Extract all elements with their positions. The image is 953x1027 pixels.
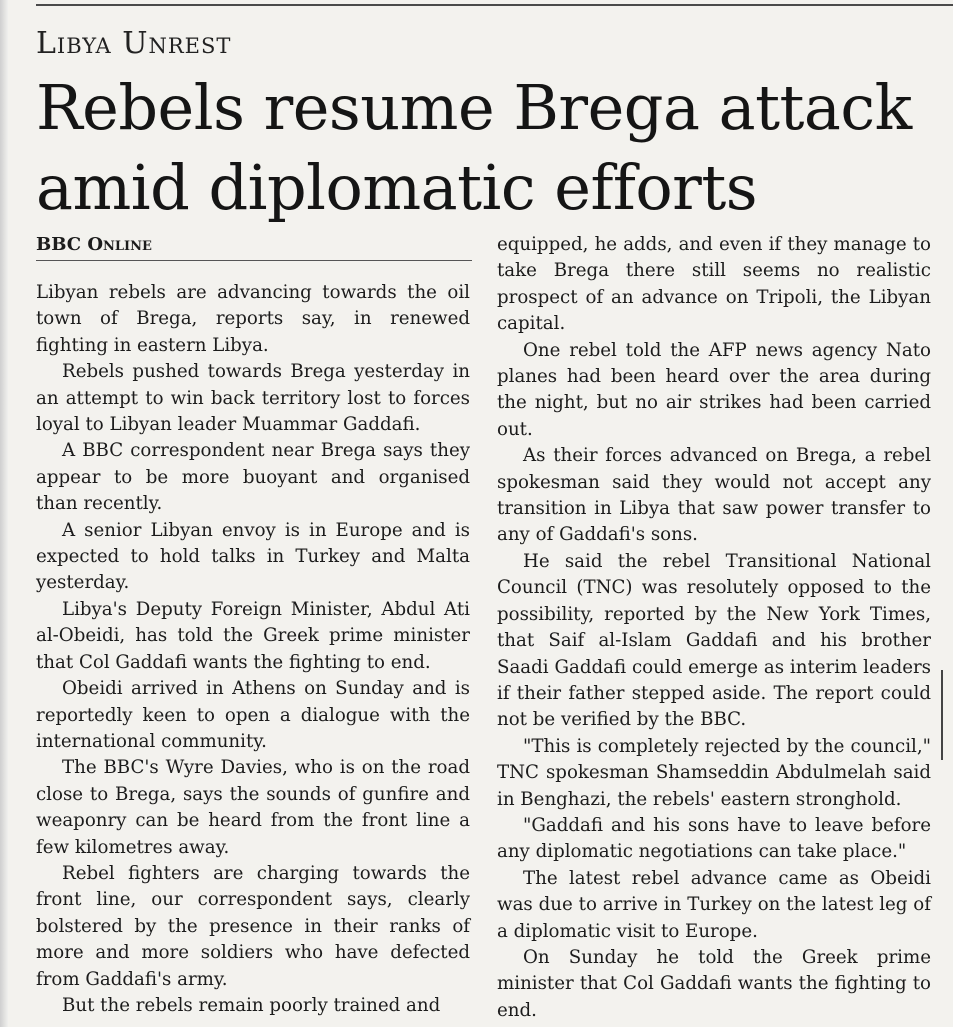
top-rule: [36, 4, 953, 6]
paragraph: Rebels pushed towards Brega yesterday in an attempt to win back territory lost to forces loyal to Libyan leader Muammar Gaddafi.: [36, 361, 470, 436]
section-kicker: Libya Unrest: [36, 26, 232, 61]
paragraph: Obeidi arrived in Athens on Sunday and is reportedly keen to open a dialogue with the international community.: [36, 678, 470, 752]
paragraph: A BBC correspondent near Brega says they appear to be more buoyant and organised than recently.: [36, 440, 470, 515]
paragraph: He said the rebel Transitional National Council (TNC) was resolutely opposed to the possibility, reported by the New York Times, that Saif al-Islam Gaddafi and his brother Saadi Gaddafi could emerge as interim leaders if their father stepped aside. The report could not be verified by the BBC.: [497, 550, 931, 731]
article-column-2: [497, 232, 931, 1024]
paragraph: The BBC's Wyre Davies, who is on the road close to Brega, says the sounds of gunfire and weaponry can be heard from the front line a few kilometres away.: [36, 757, 470, 858]
byline-rule: [36, 260, 472, 261]
paragraph: The latest rebel advance came as Obeidi was due to arrive in Turkey on the latest leg of a diplomatic visit to Europe.: [497, 867, 931, 942]
paragraph: On Sunday he told the Greek prime minister that Col Gaddafi wants the fighting to end.: [497, 946, 931, 1021]
page-left-edge: [0, 0, 8, 1027]
paragraph: As their forces advanced on Brega, a rebel spokesman said they would not accept any transition in Libya that saw power transfer to any of Gaddafi's sons.: [497, 445, 931, 546]
paragraph: Libyan rebels are advancing towards the oil town of Brega, reports say, in renewed fighting in eastern Libya.: [36, 282, 470, 356]
paragraph: "Gaddafi and his sons have to leave before any diplomatic negotiations can take place.": [497, 814, 931, 863]
paragraph: But the rebels remain poorly trained and: [62, 994, 441, 1016]
paragraph: equipped, he adds, and even if they manage to take Brega there still seems no realistic prospect of an advance on Tripoli, the Libyan capital.: [497, 234, 931, 335]
right-column-rule: [941, 670, 943, 760]
byline: BBC Online: [36, 234, 152, 255]
paragraph: A senior Libyan envoy is in Europe and is expected to hold talks in Turkey and Malta yesterday.: [36, 519, 470, 594]
paragraph: "This is completely rejected by the council," TNC spokesman Shamseddin Abdulmelah said in Benghazi, the rebels' eastern stronghold.: [497, 735, 931, 810]
paragraph: One rebel told the AFP news agency Nato planes had been heard over the area during the night, but no air strikes had been carried out.: [497, 339, 931, 440]
article-column-1: [36, 280, 470, 1019]
paragraph: Libya's Deputy Foreign Minister, Abdul Ati al-Obeidi, has told the Greek prime minister that Col Gaddafi wants the fighting to end.: [36, 598, 470, 673]
headline: Rebels resume Brega attack amid diplomatic efforts: [36, 71, 912, 224]
paragraph: Rebel fighters are charging towards the front line, our correspondent says, clearly bolstered by the presence in their ranks of more and more soldiers who have defected from Gaddafi's army.: [36, 862, 470, 990]
